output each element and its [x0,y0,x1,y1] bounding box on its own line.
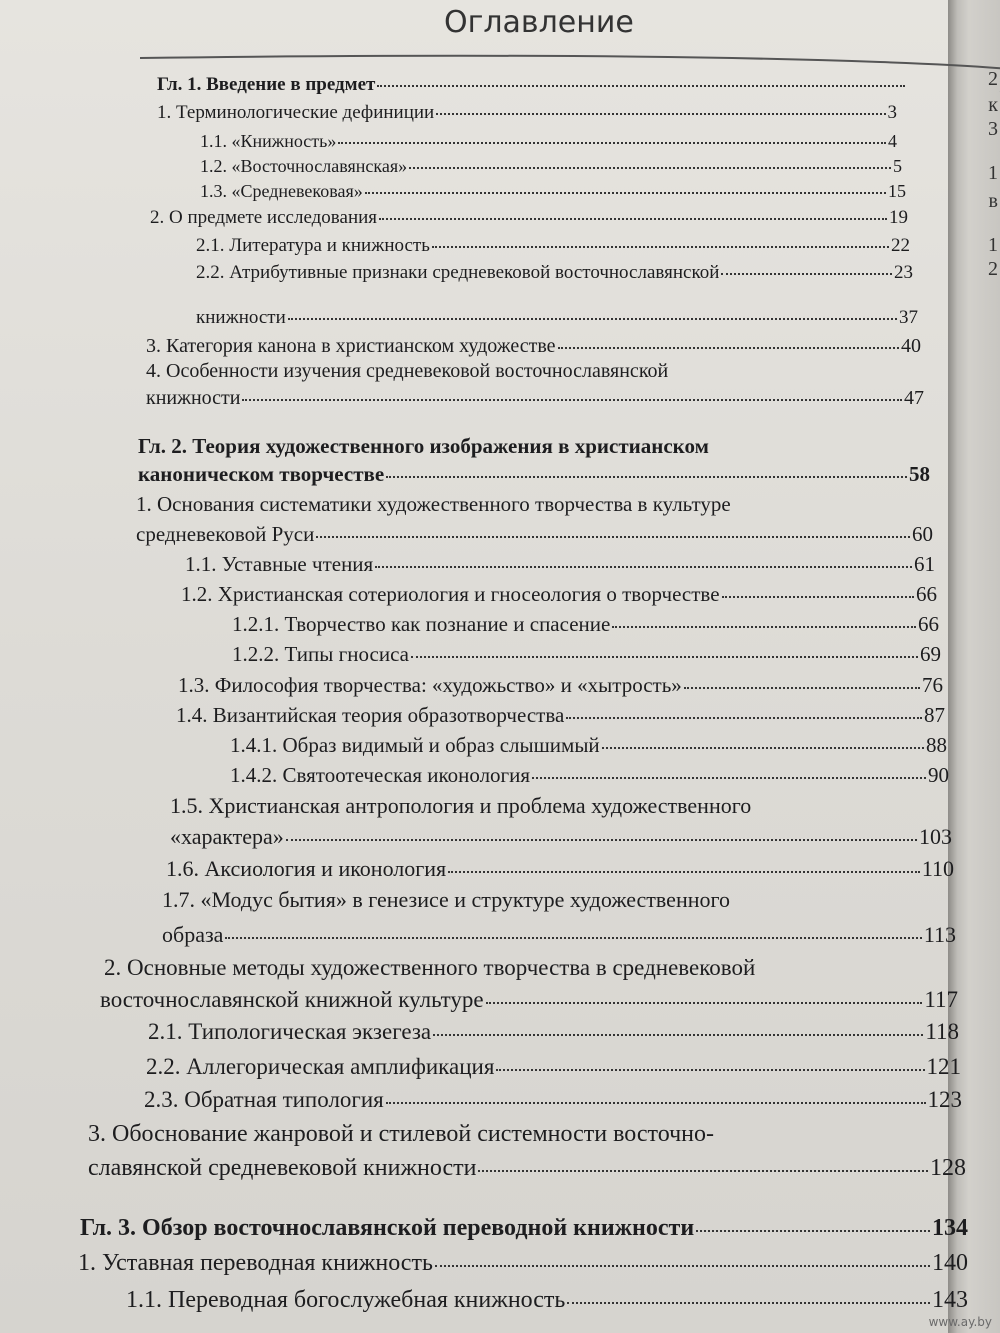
page-number: 69 [920,642,941,666]
dot-leader [386,476,907,478]
page-number: 47 [904,387,924,409]
toc-entry[interactable]: 1.2. Христианская сотериология и гносеология о творчестве 66 [181,582,937,606]
page-number: 3 [887,102,897,123]
dot-leader [225,937,921,939]
page-number: 110 [921,856,954,881]
dot-leader [566,717,922,719]
toc-entry[interactable]: 1.2.1. Творчество как познание и спасение 66 [232,612,939,636]
dot-leader [567,1302,930,1304]
page-number: 4 [888,131,897,151]
dot-leader [386,1102,926,1104]
page-number: 134 [932,1215,968,1241]
dot-leader [722,596,914,598]
facing-page-fragment: 2 [988,68,998,90]
facing-page-fragment: в [988,190,998,212]
dot-leader [379,218,887,220]
dot-leader [316,536,910,538]
page-number: 128 [930,1155,966,1181]
page-number: 103 [919,824,952,849]
toc-entry[interactable]: средневековой Руси 60 [136,522,933,546]
toc-entry[interactable]: книжности 47 [146,387,924,409]
dot-leader [436,113,885,115]
toc-entry[interactable]: книжности 37 [196,307,918,328]
toc-entry-text[interactable]: 3. Обоснование жанровой и стилевой системности восточно- [88,1121,714,1147]
toc-entry[interactable]: 3. Категория канона в христианском художестве 40 [146,335,921,357]
facing-page-fragment: 1 [988,234,998,256]
dot-leader [696,1230,930,1232]
toc-entry[interactable]: 1.1. Уставные чтения 61 [185,552,935,576]
toc-entry[interactable]: 1.6. Аксиология и иконология 110 [166,856,954,881]
page-number: 66 [918,612,939,636]
page-number: 15 [888,181,906,201]
page-number: 5 [893,156,902,176]
dot-leader [288,318,897,320]
toc-entry[interactable]: 1.4. Византийская теория образотворчества 87 [176,703,945,727]
page-number: 19 [889,207,908,228]
page-number: 37 [899,307,918,328]
page-number: 117 [924,987,958,1012]
dot-leader [721,273,892,275]
dot-leader [558,347,899,349]
facing-page-fragment: к [988,94,998,116]
page-number: 61 [914,552,935,576]
dot-leader [377,85,905,87]
dot-leader [448,871,920,873]
dot-leader [375,566,912,568]
chapter-heading[interactable]: Гл. 1. Введение в предмет [157,74,907,96]
toc-entry[interactable]: 2.1. Типологическая экзегеза 118 [148,1019,959,1044]
toc-entry[interactable]: 2. О предмете исследования 19 [150,207,908,228]
dot-leader [478,1170,928,1172]
page-number: 88 [926,733,947,757]
dot-leader [435,1265,930,1267]
dot-leader [338,142,886,144]
toc-entry-text[interactable]: 2. Основные методы художественного творчества в средневековой [104,955,756,980]
facing-page-fragment: 3 [988,118,998,140]
toc-entry-text[interactable]: 1. Основания систематики художественного творчества в культуре [136,492,731,516]
dot-leader [496,1069,924,1071]
page-number: 66 [916,582,937,606]
toc-entry[interactable]: 1.1. Переводная богослужебная книжность 143 [126,1287,968,1313]
toc-entry-text[interactable]: 4. Особенности изучения средневековой восточнославянской [146,360,669,382]
toc-entry[interactable]: 1.4.1. Образ видимый и образ слышимый 88 [230,733,947,757]
dot-leader [602,747,924,749]
page-number: 76 [922,673,943,697]
toc-entry[interactable]: 1.4.2. Святоотеческая иконология 90 [230,763,949,787]
toc-entry[interactable]: 1.2. «Восточнославянская» 5 [200,156,902,176]
toc-entry[interactable]: 1.2.2. Типы гносиса 69 [232,642,941,666]
toc-entry[interactable]: 2.3. Обратная типология 123 [144,1087,962,1112]
toc-entry-text[interactable]: 1.7. «Модус бытия» в генезисе и структуре художественного [162,887,730,912]
toc-entry[interactable]: «характера» 103 [170,824,952,849]
page-number: 123 [927,1087,962,1112]
facing-page-fragment: 2 [988,258,998,280]
toc-entry[interactable]: 1. Уставная переводная книжность 140 [78,1250,968,1276]
page-number: 121 [926,1054,961,1079]
dot-leader [612,626,916,628]
chapter-heading[interactable]: каноническом творчестве 58 [138,462,930,486]
dot-leader [411,656,918,658]
toc-entry[interactable]: 2.2. Аллегорическая амплификация 121 [146,1054,961,1079]
toc-entry[interactable]: 1. Терминологические дефиниции 3 [157,102,897,123]
dot-leader [286,839,917,841]
page-number: 143 [932,1287,968,1313]
toc-entry[interactable]: славянской средневековой книжности 128 [88,1155,966,1181]
page-number: 118 [925,1019,959,1044]
page-number: 60 [912,522,933,546]
page-number: 140 [932,1250,968,1276]
dot-leader [409,167,891,169]
page-title: Оглавление [444,5,634,40]
dot-leader [365,192,886,194]
dot-leader [433,1034,923,1036]
watermark: www.ay.by [928,1315,992,1329]
toc-entry[interactable]: восточнославянской книжной культуре 117 [100,987,958,1012]
dot-leader [684,687,920,689]
dot-leader [486,1002,923,1004]
page-number: 40 [901,335,921,357]
dot-leader [432,246,889,248]
dot-leader [532,777,926,779]
page-number: 23 [894,262,913,283]
page-number: 22 [891,235,910,256]
toc-entry-text[interactable]: 1.5. Христианская антропология и проблема художественного [170,793,752,818]
facing-page-fragment: 1 [988,162,998,184]
toc-entry[interactable]: образа 113 [162,922,956,947]
page-number: 87 [924,703,945,727]
toc-entry[interactable]: 1.1. «Книжность» 4 [200,131,897,151]
dot-leader [242,399,902,401]
chapter-heading[interactable]: Гл. 2. Теория художественного изображения в христианском [138,434,709,458]
page-number: 113 [923,922,956,947]
toc-entry[interactable]: 1.3. Философия творчества: «художьство» и «хытрость» 76 [178,673,943,697]
page-number: 58 [909,462,930,486]
toc-entry[interactable]: 2.2. Атрибутивные признаки средневековой восточнославянской 23 [196,262,913,283]
chapter-heading[interactable]: Гл. 3. Обзор восточнославянской переводной книжности 134 [80,1215,968,1241]
toc-entry[interactable]: 1.3. «Средневековая» 15 [200,181,906,201]
toc-entry[interactable]: 2.1. Литература и книжность 22 [196,235,910,256]
page-number: 90 [928,763,949,787]
